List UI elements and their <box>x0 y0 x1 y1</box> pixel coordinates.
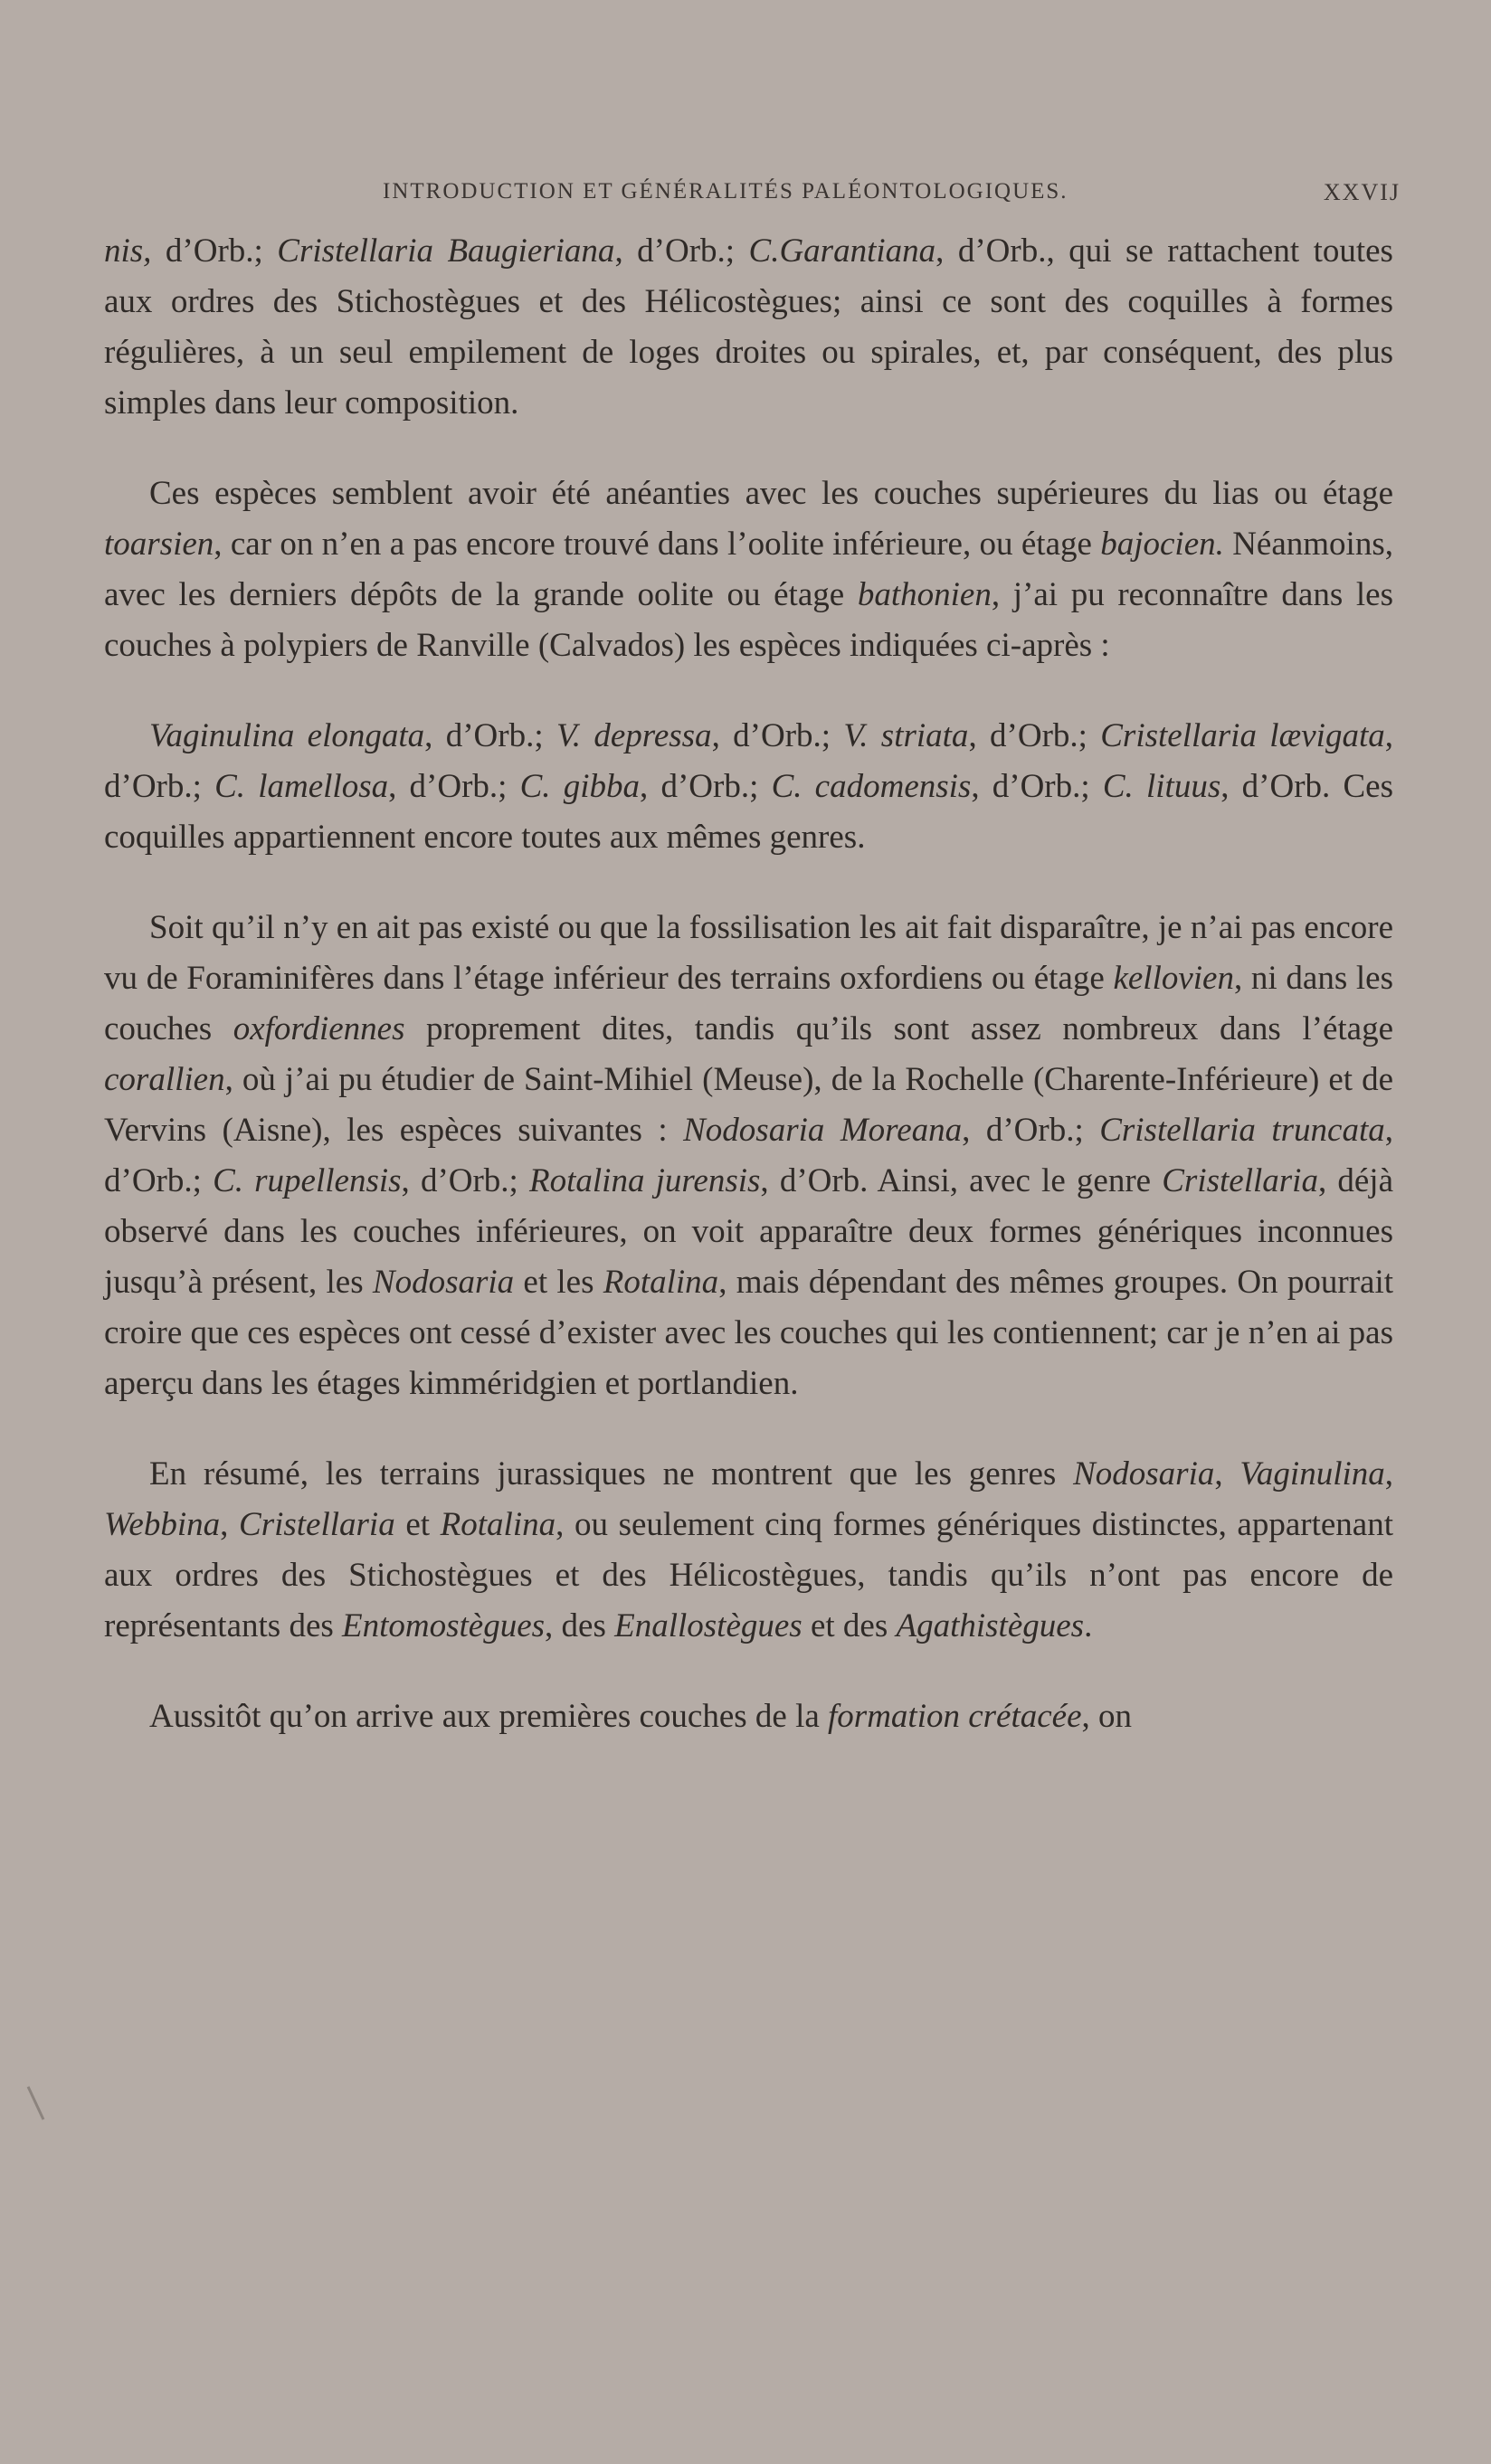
italic-text: oxfordiennes <box>233 1010 405 1047</box>
italic-text: bajocien. <box>1100 526 1224 563</box>
italic-text: Rotalina <box>603 1264 719 1301</box>
text-run: , d’Orb. Ces coquilles appartiennent encore toutes aux mêmes genres. <box>104 768 1393 856</box>
text-run: , on <box>1081 1698 1133 1735</box>
text-run: Ces espèces semblent avoir été anéanties avec les couches supérieures du lias ou étage <box>149 475 1393 512</box>
text-run: , des <box>545 1607 615 1644</box>
text-run: , d’Orb.; <box>401 1162 529 1199</box>
paragraph <box>104 469 1393 671</box>
text-run: . <box>1084 1607 1093 1644</box>
text-run: Néanmoins, avec les derniers dépôts de la grande oolite ou étage <box>104 526 1393 613</box>
italic-text: Rotalina jurensis <box>529 1162 761 1199</box>
text-run: , d’Orb.; <box>614 232 749 270</box>
italic-text: C. lituus <box>1102 768 1221 805</box>
italic-text: Cristellaria <box>239 1506 395 1543</box>
italic-text: Vaginulina elongata <box>149 717 425 754</box>
italic-text: C. lamellosa <box>214 768 389 805</box>
text-run: d’Orb.; <box>151 232 278 270</box>
italic-text: Rotalina <box>440 1506 556 1543</box>
text-run: , d’Orb.; <box>968 717 1101 754</box>
text-run: , d’Orb.; <box>962 1112 1100 1149</box>
text-run: , d’Orb. Ainsi, avec le genre <box>760 1162 1163 1199</box>
italic-text: Nodosaria <box>372 1264 515 1301</box>
italic-text: C. rupellensis <box>213 1162 402 1199</box>
text-run: et des <box>802 1607 897 1644</box>
text-run: Soit qu’il n’y en ait pas existé ou que la fossilisation les ait fait disparaître, je n’ai pas encore vu de Foraminifères dans l’étage inférieur des terrains oxfordiens ou étage <box>104 909 1393 997</box>
italic-text: C. cadomensis <box>771 768 972 805</box>
italic-text: Agathistègues <box>896 1607 1085 1644</box>
italic-text: V. depressa <box>556 717 712 754</box>
text-run: , mais dépendant des mêmes groupes. On pourrait croire que ces espèces ont cessé d’exister avec les couches qui les contiennent; car je n’en ai pas aperçu dans les étages kimméridgien et portlandien. <box>104 1264 1394 1402</box>
text-run: Aussitôt qu’on arrive aux premières couches de la <box>149 1698 829 1735</box>
text-run: , déjà observé dans les couches inférieures, on voit apparaître deux formes génériques inconnues jusqu’à présent, les <box>104 1162 1393 1301</box>
italic-text: Vaginulina <box>1239 1455 1385 1493</box>
italic-text: Cristellaria Baugieriana <box>277 232 615 270</box>
italic-text: nis, <box>104 232 152 270</box>
text-run: , d’Orb.; <box>971 768 1103 805</box>
text-run: , d’Orb.; <box>424 717 556 754</box>
text-run: , <box>1384 1455 1394 1493</box>
italic-text: corallien <box>104 1061 225 1098</box>
italic-text: bathonien <box>857 576 992 613</box>
paper-scratch-mark <box>27 2086 45 2120</box>
paragraph <box>104 711 1393 863</box>
text-run: et <box>394 1506 441 1543</box>
italic-text: Nodosaria <box>1073 1455 1215 1493</box>
text-run: , <box>1214 1455 1240 1493</box>
italic-text: Cristellaria truncata <box>1099 1112 1385 1149</box>
italic-text: formation crétacée <box>828 1698 1082 1735</box>
text-run: , ou seulement cinq formes génériques distinctes, appartenant aux ordres des Stichostègues et des Hélicostègues, tandis qu’ils n’ont pas encore de représentants des <box>104 1506 1394 1644</box>
text-run: et les <box>514 1264 603 1301</box>
paragraph <box>104 226 1393 429</box>
italic-text: kellovien <box>1113 960 1234 997</box>
body-text <box>104 226 1393 1782</box>
italic-text: C.Garantiana <box>748 232 936 270</box>
text-run: , car on n’en a pas encore trouvé dans l’oolite inférieure, ou étage <box>214 526 1101 563</box>
text-run: , où j’ai pu étudier de Saint-Mihiel (Meuse), de la Rochelle (Charente-Inférieure) et de Vervins (Aisne), les espèces suivantes : <box>104 1061 1393 1149</box>
text-run: , d’Orb.; <box>640 768 772 805</box>
text-run: , <box>220 1506 240 1543</box>
italic-text: Entomostègues <box>342 1607 546 1644</box>
italic-text: toarsien <box>104 526 214 563</box>
running-header <box>107 179 1401 215</box>
text-run: , d’Orb.; <box>104 1112 1393 1199</box>
text-run: , d’Orb.; <box>711 717 844 754</box>
text-run: proprement dites, tandis qu’ils sont assez nombreux dans l’étage <box>404 1010 1393 1047</box>
italic-text: V. striata <box>843 717 969 754</box>
italic-text: Enallostègues <box>614 1607 802 1644</box>
italic-text: Nodosaria Moreana <box>683 1112 963 1149</box>
italic-text: Webbina <box>104 1506 221 1543</box>
paragraph <box>104 903 1393 1409</box>
text-run: , d’Orb.; <box>104 717 1393 805</box>
text-run: En résumé, les terrains jurassiques ne montrent que les genres <box>149 1455 1074 1493</box>
paragraph <box>104 1692 1393 1742</box>
running-title: INTRODUCTION ET GÉNÉRALITÉS PALÉONTOLOGIQUES. <box>383 179 1068 204</box>
italic-text: C. gibba <box>519 768 641 805</box>
paragraph <box>104 1449 1393 1652</box>
text-run: , d’Orb.; <box>388 768 520 805</box>
text-run: , ni dans les couches <box>104 960 1394 1047</box>
text-run: , d’Orb., qui se rattachent toutes aux ordres des Stichostègues et des Hélicostègues; ainsi ce sont des coquilles à formes régulières, à un seul empilement de loges droites ou spirales, et, par conséquent, des plus simples dans leur composition. <box>104 232 1393 422</box>
italic-text: Cristellaria lævigata <box>1100 717 1385 754</box>
italic-text: Cristellaria <box>1162 1162 1318 1199</box>
text-run: , j’ai pu reconnaître dans les couches à polypiers de Ranville (Calvados) les espèces indiquées ci-après : <box>104 576 1393 664</box>
page-number: XXVIJ <box>1323 179 1401 205</box>
